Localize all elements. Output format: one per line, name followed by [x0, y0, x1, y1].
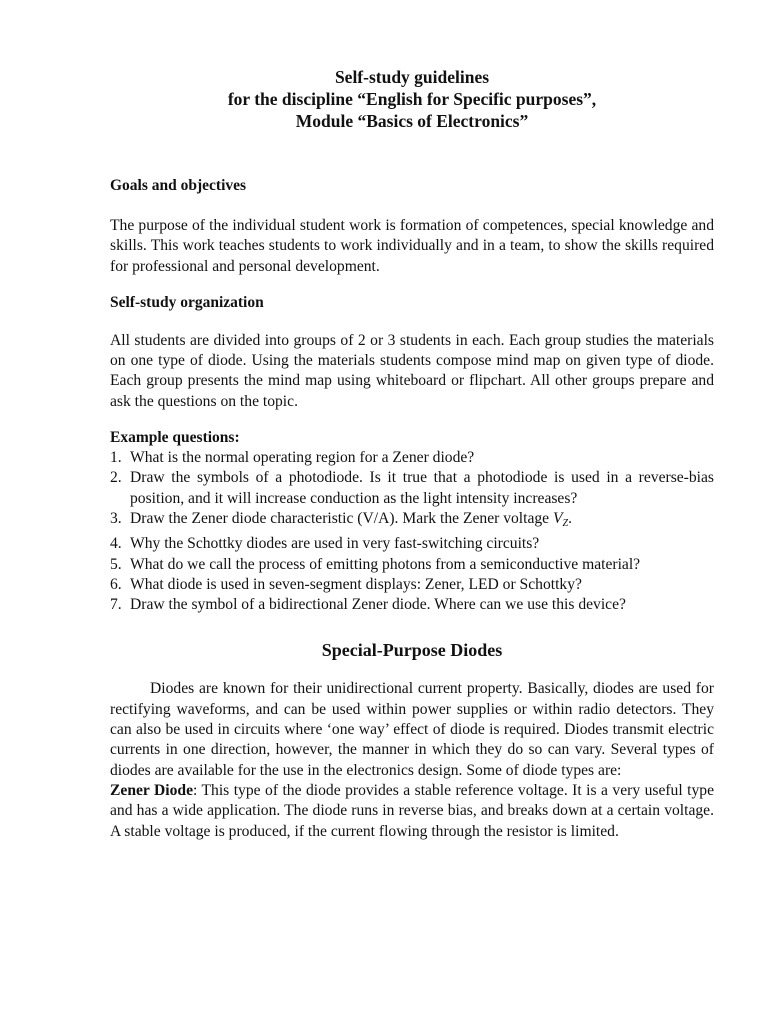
question-tail: .: [568, 509, 573, 527]
question-text: What do we call the process of emitting photons from a semiconductive material?: [130, 555, 641, 573]
intro-paragraph: Diodes are known for their unidirectional current property. Basically, diodes are used for rectifying waveforms, and can be used within power supplies or within radio detectors. They can also be used in circuits where ‘one way’ effect of diode is required. Diodes transmit electric currents in one direction, however, the manner in which they do so can vary. Several types of diodes are available for the use in the electronics design. Some of diode types are:: [110, 680, 714, 779]
zener-term: Zener Diode: [110, 781, 194, 799]
question-number: 7.: [110, 596, 122, 614]
question-number: 1.: [110, 449, 122, 467]
question-text: Draw the symbol of a bidirectional Zener diode. Where can we use this device?: [130, 596, 626, 614]
organization-heading: Self-study organization: [110, 293, 264, 311]
question-number: 4.: [110, 535, 122, 553]
zener-voltage-subscript: Z: [562, 517, 569, 529]
question-item: [110, 555, 714, 575]
question-text: Draw the symbols of a photodiode. Is it true that a photodiode is used in a reverse-bias position, and it will increase conduction as the light intensity increases?: [130, 469, 714, 507]
question-text: What diode is used in seven-segment displays: Zener, LED or Schottky?: [130, 575, 582, 593]
organization-paragraph: All students are divided into groups of 2 or 3 students in each. Each group studies the materials on one type of diode. Using the materials students compose mind map on given type of diode. Each group presents the mind map using whiteboard or flipchart. All other groups prepare and ask the questions on the topic.: [110, 331, 714, 410]
example-questions-heading: Example questions:: [110, 429, 240, 447]
zener-voltage-symbol: V: [553, 509, 563, 527]
question-number: 5.: [110, 555, 122, 573]
question-number: 3.: [110, 509, 122, 527]
question-item: [110, 448, 714, 468]
question-item: [110, 575, 714, 595]
document-title: [110, 66, 714, 132]
question-number: 6.: [110, 575, 122, 593]
question-number: 2.: [110, 469, 122, 487]
zener-paragraph: [110, 781, 714, 842]
section-title: Special-Purpose Diodes: [321, 640, 503, 661]
question-item: [110, 509, 714, 534]
question-text: Draw the Zener diode characteristic (V/A). Mark the Zener voltage: [130, 509, 554, 527]
question-text: Why the Schottky diodes are used in very fast-switching circuits?: [130, 535, 540, 553]
question-item: [110, 468, 714, 509]
title-line-2: for the discipline “English for Specific purposes”,: [227, 89, 597, 109]
question-text: What is the normal operating region for a Zener diode?: [130, 449, 475, 467]
goals-paragraph: The purpose of the individual student work is formation of competences, special knowledge and skills. This work teaches students to work individually and in a team, to show the skills required for professional and personal development.: [110, 217, 714, 275]
title-line-3: Module “Basics of Electronics”: [295, 111, 529, 131]
document-page: [110, 66, 714, 842]
goals-heading: Goals and objectives: [110, 177, 247, 194]
question-item: [110, 534, 714, 554]
zener-description: : This type of the diode provides a stable reference voltage. It is a very useful type and has a wide application. The diode runs in reverse bias, and breaks down at a certain voltage. A stable voltage is produced, if the current flowing through the resistor is limited.: [110, 781, 714, 840]
title-line-1: Self-study guidelines: [334, 67, 490, 87]
question-item: [110, 595, 714, 615]
questions-list: [110, 448, 714, 615]
